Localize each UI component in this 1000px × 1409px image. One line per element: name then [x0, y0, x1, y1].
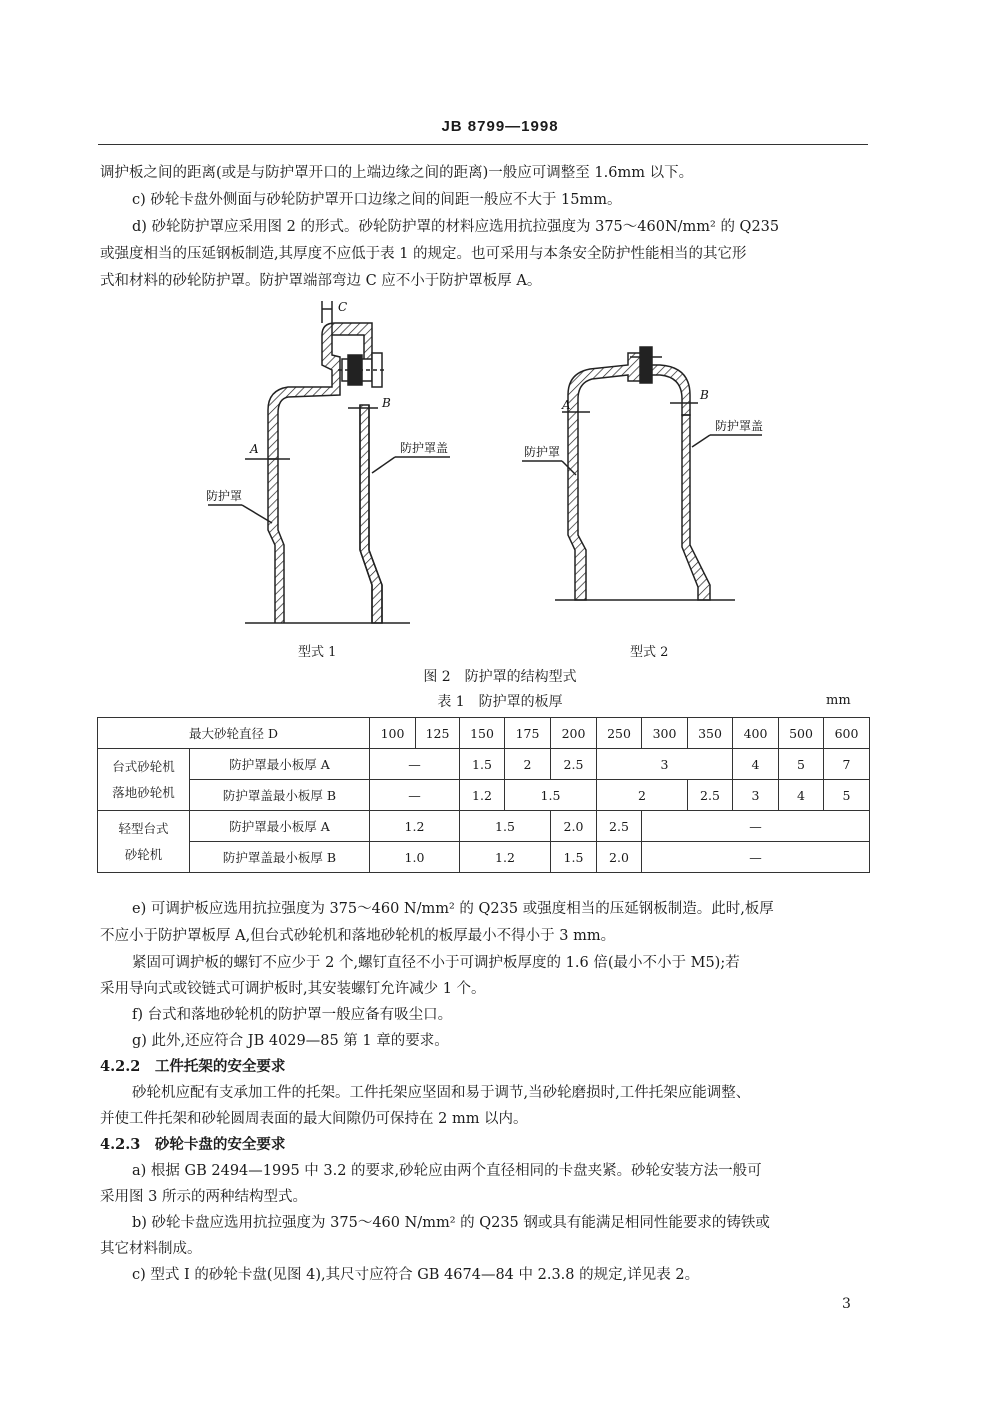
value-cell: 4	[779, 780, 824, 811]
label-guard-style2: 防护罩	[524, 445, 561, 459]
value-cell: 7	[824, 749, 870, 780]
row-label: 防护罩最小板厚 A	[190, 811, 370, 842]
diameter-cell: 125	[416, 718, 460, 749]
value-cell: —	[370, 749, 460, 780]
figure-caption: 图 2 防护罩的结构型式	[423, 669, 577, 685]
header-label: 最大砂轮直径 D	[98, 718, 370, 749]
paragraph-line: c) 砂轮卡盘外侧面与砂轮防护罩开口边缘之间的间距一般应不大于 15mm。	[132, 192, 622, 208]
style2-drawing	[522, 347, 762, 600]
style1-drawing	[208, 301, 450, 623]
table-unit: mm	[826, 693, 851, 708]
group-name	[98, 749, 190, 811]
row-label: 防护罩盖最小板厚 B	[190, 842, 370, 873]
row-label: 防护罩盖最小板厚 B	[190, 780, 370, 811]
value-cell: 2.5	[551, 749, 597, 780]
diameter-cell: 150	[460, 718, 505, 749]
value-cell: 3	[597, 749, 733, 780]
paragraph-line: f) 台式和落地砂轮机的防护罩一般应备有吸尘口。	[132, 1007, 453, 1023]
value-cell: 2.0	[551, 811, 597, 842]
page-number: 3	[842, 1296, 851, 1312]
value-cell: 5	[824, 780, 870, 811]
paragraph-line: c) 型式 I 的砂轮卡盘(见图 4),其尺寸应符合 GB 4674—84 中 2.3.8 的规定,详见表 2。	[132, 1267, 700, 1283]
label-cover-style1: 防护罩盖	[400, 441, 449, 455]
label-c: C	[338, 300, 348, 314]
diameter-cell: 250	[597, 718, 642, 749]
header-rule	[98, 144, 868, 145]
value-cell: 1.5	[551, 842, 597, 873]
table-row	[98, 749, 870, 780]
paragraph-line: d) 砂轮防护罩应采用图 2 的形式。砂轮防护罩的材料应选用抗拉强度为 375～460N/mm² 的 Q235	[132, 219, 780, 235]
label-a-style2: A	[562, 398, 571, 412]
group2-line2: 砂轮机	[124, 846, 163, 862]
paragraph-line: 其它材料制成。	[100, 1241, 202, 1257]
value-cell: 1.2	[460, 780, 505, 811]
section-heading: 4.2.3 砂轮卡盘的安全要求	[100, 1136, 286, 1153]
table-row	[98, 842, 870, 873]
label-b-style2: B	[700, 388, 709, 402]
group1-line2: 落地砂轮机	[112, 784, 175, 800]
style2-caption: 型式 2	[630, 645, 669, 660]
group-name	[98, 811, 190, 873]
section-heading: 4.2.2 工件托架的安全要求	[100, 1058, 286, 1075]
paragraph-line: 采用图 3 所示的两种结构型式。	[100, 1189, 307, 1205]
value-cell: 1.5	[460, 749, 505, 780]
paragraph-line: 采用导向式或铰链式可调护板时,其安装螺钉允许减少 1 个。	[100, 981, 486, 997]
value-cell: 4	[733, 749, 779, 780]
diameter-cell: 600	[824, 718, 870, 749]
value-cell: —	[370, 780, 460, 811]
value-cell: 1.2	[460, 842, 551, 873]
value-cell: 2.0	[597, 842, 642, 873]
value-cell: 2.5	[597, 811, 642, 842]
value-cell: 3	[733, 780, 779, 811]
value-cell: 5	[779, 749, 824, 780]
value-cell: 1.2	[370, 811, 460, 842]
paragraph-line: a) 根据 GB 2494—1995 中 3.2 的要求,砂轮应由两个直径相同的卡盘夹紧。砂轮安装方法一般可	[132, 1163, 762, 1179]
diameter-cell: 175	[505, 718, 551, 749]
value-cell: —	[642, 842, 870, 873]
value-cell: —	[642, 811, 870, 842]
value-cell: 1.5	[505, 780, 597, 811]
paragraph-line: g) 此外,还应符合 JB 4029—85 第 1 章的要求。	[132, 1033, 449, 1049]
diameter-cell: 350	[688, 718, 733, 749]
standard-code-header: JB 8799—1998	[441, 118, 559, 135]
diameter-cell: 500	[779, 718, 824, 749]
paragraph-line: 并使工件托架和砂轮圆周表面的最大间隙仍可保持在 2 mm 以内。	[100, 1111, 528, 1127]
paragraph-line: 式和材料的砂轮防护罩。防护罩端部弯边 C 应不小于防护罩板厚 A。	[100, 273, 542, 289]
paragraph-line: e) 可调护板应选用抗拉强度为 375～460 N/mm² 的 Q235 或强度相当的压延钢板制造。此时,板厚	[132, 901, 774, 917]
paragraph-line: 或强度相当的压延钢板制造,其厚度不应低于表 1 的规定。也可采用与本条安全防护性能相当的其它形	[100, 246, 747, 262]
group1-line1: 台式砂轮机	[112, 758, 175, 774]
label-b-style1: B	[382, 396, 391, 410]
value-cell: 1.0	[370, 842, 460, 873]
guard-structure-figure	[150, 295, 850, 665]
paragraph-line: 紧固可调护板的螺钉不应少于 2 个,螺钉直径不小于可调护板厚度的 1.6 倍(最小不小于 M5);若	[132, 955, 740, 971]
paragraph-line: b) 砂轮卡盘应选用抗拉强度为 375～460 N/mm² 的 Q235 钢或具有能满足相同性能要求的铸铁或	[132, 1215, 770, 1231]
label-cover-style2: 防护罩盖	[715, 419, 764, 433]
guard-thickness-table	[97, 717, 870, 873]
value-cell: 1.5	[460, 811, 551, 842]
table-row	[98, 811, 870, 842]
value-cell: 2	[597, 780, 688, 811]
table-title: 表 1 防护罩的板厚	[437, 694, 563, 710]
value-cell: 2	[505, 749, 551, 780]
table-row	[98, 780, 870, 811]
row-label: 防护罩最小板厚 A	[190, 749, 370, 780]
diameter-cell: 100	[370, 718, 416, 749]
label-a-style1: A	[250, 442, 259, 456]
diameter-cell: 400	[733, 718, 779, 749]
style1-caption: 型式 1	[298, 645, 337, 660]
diameter-cell: 300	[642, 718, 688, 749]
paragraph-line: 不应小于防护罩板厚 A,但台式砂轮机和落地砂轮机的板厚最小不得小于 3 mm。	[100, 928, 616, 944]
paragraph-line: 调护板之间的距离(或是与防护罩开口的上端边缘之间的距离)一般应可调整至 1.6mm 以下。	[100, 165, 694, 181]
group2-line1: 轻型台式	[118, 820, 169, 836]
value-cell: 2.5	[688, 780, 733, 811]
label-guard-style1: 防护罩	[206, 489, 243, 503]
diameter-cell: 200	[551, 718, 597, 749]
table-header-row	[98, 718, 870, 749]
paragraph-line: 砂轮机应配有支承加工件的托架。工件托架应坚固和易于调节,当砂轮磨损时,工件托架应能调整、	[132, 1085, 751, 1101]
